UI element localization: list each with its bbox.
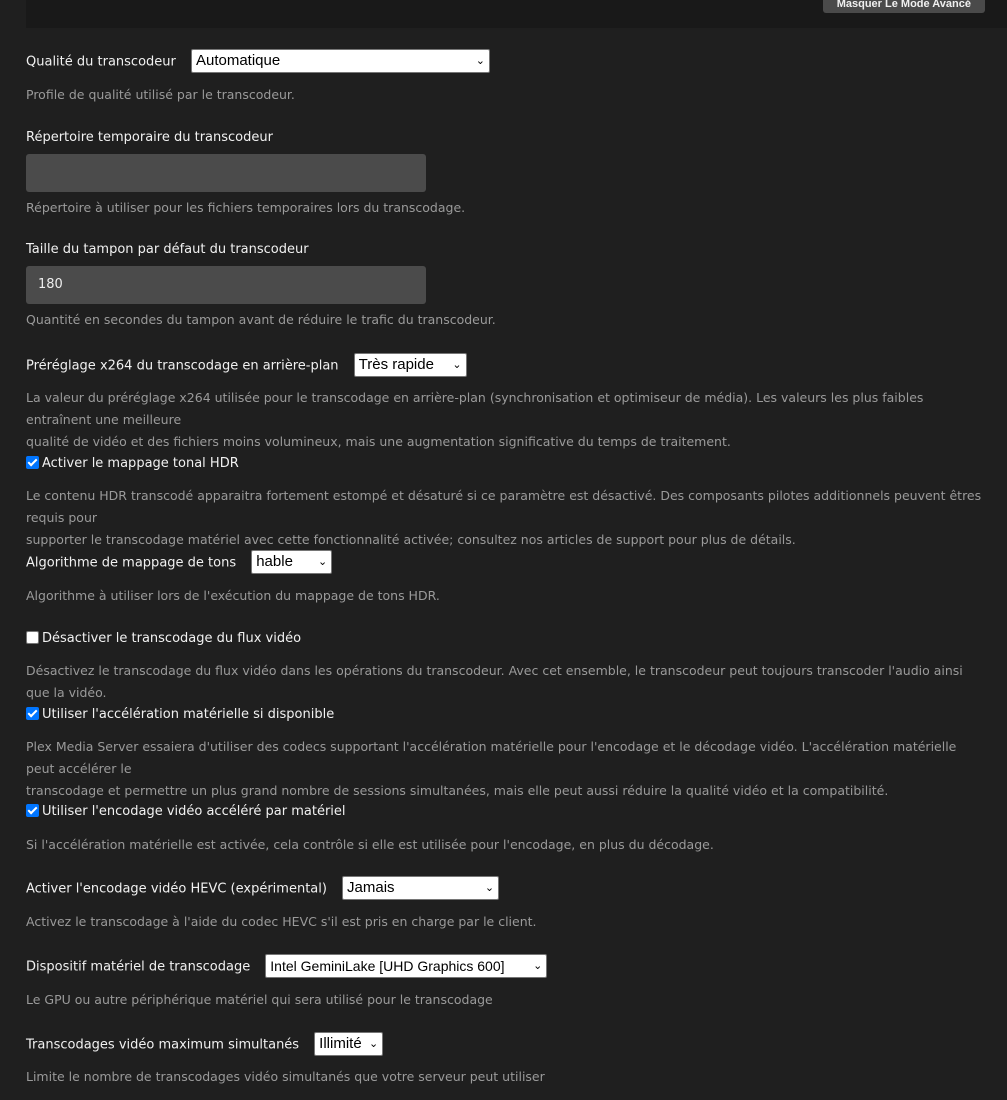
quality-select[interactable] xyxy=(191,49,490,73)
x264-help-line-1: La valeur du préréglage x264 utilisée pour le transcodage en arrière-plan (synchronisation et optimiseur de média). Les valeurs les plus faibles entraînent une meilleure xyxy=(26,390,924,427)
chevron-down-icon: ⌄ xyxy=(452,359,462,371)
x264-help xyxy=(26,387,986,453)
hw-encode-help: Si l'accélération matérielle est activée, cela contrôle si elle est utilisée pour l'encodage, en plus du décodage. xyxy=(26,837,714,852)
quality-row xyxy=(26,49,490,73)
quality-value: Automatique xyxy=(195,52,281,69)
x264-help-line-2: qualité de vidéo et des fichiers moins volumineux, mais une augmentation significative du temps de traitement. xyxy=(26,434,731,449)
hw-device-select[interactable] xyxy=(265,954,547,978)
chevron-down-icon: ⌄ xyxy=(484,882,495,894)
x264-value: Très rapide xyxy=(358,356,434,373)
hw-accel-help-line-2: transcodage et permettre un plus grand nombre de sessions simultanées, mais elle peut aussi réduire la qualité vidéo et la compatibilité. xyxy=(26,783,889,798)
chevron-down-icon: ⌄ xyxy=(475,55,485,67)
tonemap-algo-select[interactable] xyxy=(251,550,332,574)
hevc-help: Activez le transcodage à l'aide du codec HEVC s'il est pris en charge par le client. xyxy=(26,914,537,929)
tonemap-algo-row xyxy=(26,550,332,574)
tonemap-algo-help: Algorithme à utiliser lors de l'exécution du mappage de tons HDR. xyxy=(26,588,440,603)
hw-accel-label: Utiliser l'accélération matérielle si disponible xyxy=(42,707,335,722)
max-transcodes-select[interactable] xyxy=(314,1032,383,1056)
hw-device-help: Le GPU ou autre périphérique matériel qui sera utilisé pour le transcodage xyxy=(26,992,493,1007)
hevc-row xyxy=(26,876,499,900)
buffer-label: Taille du tampon par défaut du transcodeur xyxy=(26,242,309,257)
chevron-down-icon: ⌄ xyxy=(368,1038,379,1050)
quality-label: Qualité du transcodeur xyxy=(26,54,176,70)
hw-accel-checkbox[interactable] xyxy=(26,707,39,720)
chevron-down-icon: ⌄ xyxy=(317,556,328,568)
hevc-label: Activer l'encodage vidéo HEVC (expérimental) xyxy=(26,881,327,897)
tonemap-algo-value: hable xyxy=(256,553,293,570)
hdr-checkbox[interactable] xyxy=(26,456,39,469)
hw-accel-help xyxy=(26,736,986,802)
x264-select[interactable] xyxy=(354,353,467,377)
temp-dir-label: Répertoire temporaire du transcodeur xyxy=(26,130,273,145)
hdr-help-line-1: Le contenu HDR transcodé apparaitra fortement estompé et désaturé si ce paramètre est désactivé. Des composants pilotes additionnels peuvent êtres requis pour xyxy=(26,488,982,525)
disable-video-row[interactable] xyxy=(26,631,301,646)
disable-video-help: Désactivez le transcodage du flux vidéo dans les opérations du transcodeur. Avec cet ensemble, le transcodeur peut toujours transcoder l'audio ainsi que la vidéo. xyxy=(26,663,963,700)
hw-device-label: Dispositif matériel de transcodage xyxy=(26,959,251,975)
hw-device-row xyxy=(26,954,547,978)
buffer-input[interactable]: 180 xyxy=(26,266,426,304)
hw-encode-row[interactable] xyxy=(26,804,346,819)
max-transcodes-value: Illimité xyxy=(319,1035,362,1052)
quality-help: Profile de qualité utilisé par le transcodeur. xyxy=(26,87,295,102)
hdr-help-line-2: supporter le transcodage matériel avec cette fonctionnalité activée; consultez nos articles de support pour plus de détails. xyxy=(26,532,796,547)
hw-accel-help-line-1: Plex Media Server essaiera d'utiliser des codecs supportant l'accélération matérielle pour l'encodage et le décodage vidéo. L'accélération matérielle peut accélérer le xyxy=(26,739,957,776)
temp-dir-help: Répertoire à utiliser pour les fichiers temporaires lors du transcodage. xyxy=(26,200,466,215)
hdr-help xyxy=(26,485,986,551)
hdr-label: Activer le mappage tonal HDR xyxy=(42,456,239,471)
buffer-help: Quantité en secondes du tampon avant de réduire le trafic du transcodeur. xyxy=(26,312,496,327)
hevc-value: Jamais xyxy=(347,879,395,896)
tonemap-algo-label: Algorithme de mappage de tons xyxy=(26,555,237,571)
hw-encode-label: Utiliser l'encodage vidéo accéléré par matériel xyxy=(42,804,346,819)
hw-device-value: Intel GeminiLake [UHD Graphics 600] xyxy=(270,958,505,974)
disable-video-label: Désactiver le transcodage du flux vidéo xyxy=(42,631,302,646)
top-bar xyxy=(26,0,1007,28)
hw-accel-row[interactable] xyxy=(26,707,334,722)
x264-row xyxy=(26,353,467,377)
max-transcodes-help: Limite le nombre de transcodages vidéo simultanés que votre serveur peut utiliser xyxy=(26,1069,545,1084)
hide-advanced-button[interactable]: Masquer Le Mode Avancé xyxy=(823,0,985,13)
max-transcodes-row xyxy=(26,1032,383,1056)
disable-video-checkbox[interactable] xyxy=(26,631,39,644)
hevc-select[interactable] xyxy=(342,876,499,900)
max-transcodes-label: Transcodages vidéo maximum simultanés xyxy=(26,1037,300,1053)
temp-dir-input[interactable] xyxy=(26,154,426,192)
chevron-down-icon: ⌄ xyxy=(533,960,543,972)
hw-encode-checkbox[interactable] xyxy=(26,804,39,817)
hdr-row[interactable] xyxy=(26,456,239,471)
x264-label: Préréglage x264 du transcodage en arrière-plan xyxy=(26,358,339,374)
